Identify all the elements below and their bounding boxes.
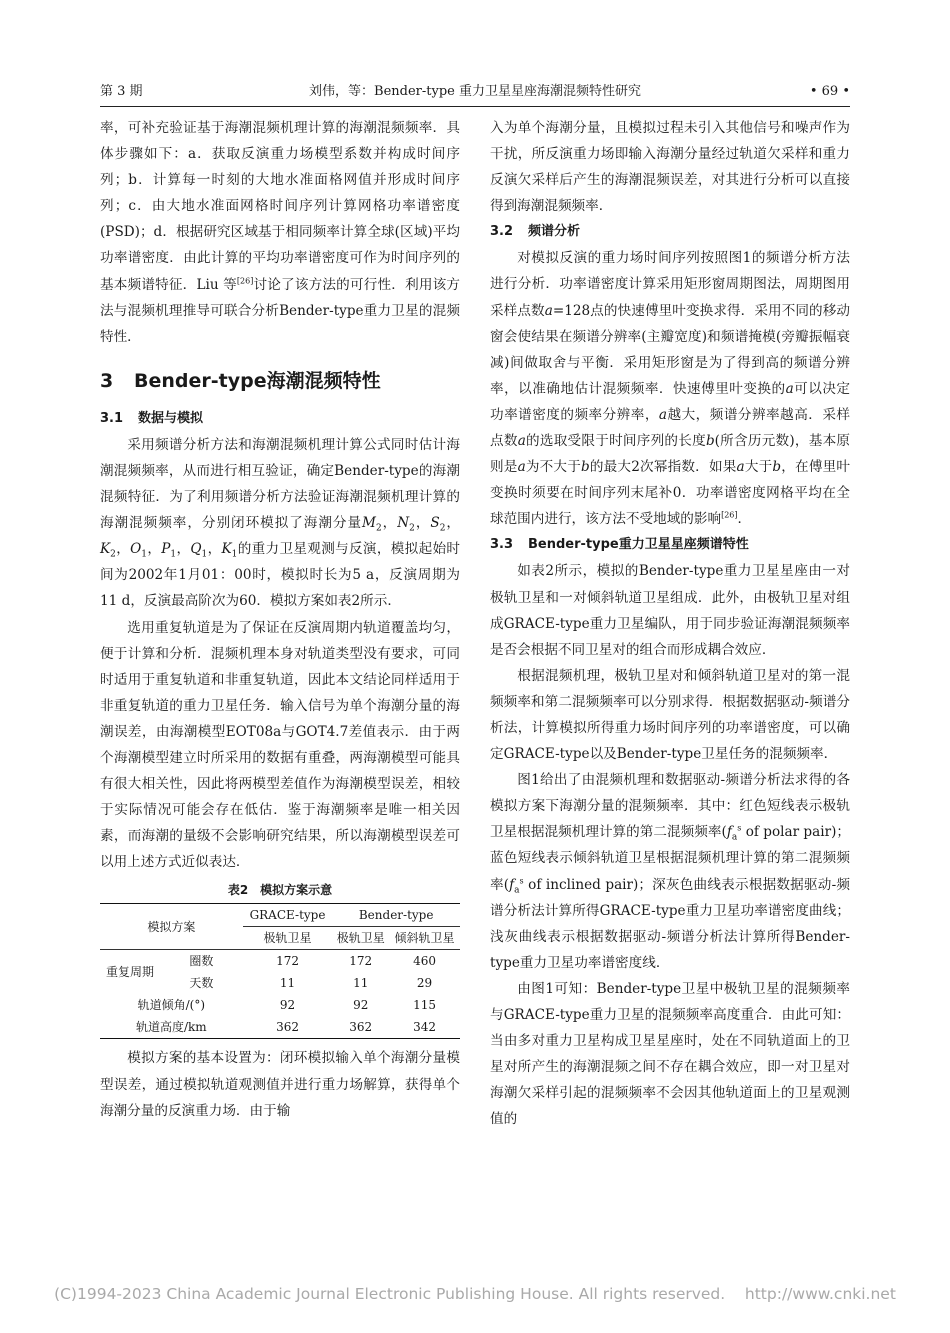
paragraph-data-simulation: 采用频谱分析方法和海潮混频机理计算公式同时估计海潮混频频率，从而进行相互验证，确定Bender-type的海潮混频特征．为了利用频谱分析方法验证海潮混频机理计算的海潮混频频率，分别闭环模拟了海潮分量$M_2$，$N_2$，$S_2$，$K_2$，$O_1$，$P_1$，$Q_1$，$K_1$的重力卫星观测与反演，模拟起始时间为2002年1月01：00时，模拟时长为5 a，反演周期为11 d，反演最高阶次为60．模拟方案如表2所示． <box>100 436 461 610</box>
paragraph-psd-steps: 率，可补充验证基于海潮混频机理计算的海潮混频频率．具体步骤如下：a．获取反演重力场模型系数并构成时间序列；b．计算每一时刻的大地水准面格网值并形成时间序列；c．由大地水准面网格时间序列计算网格功率谱密度(PSD)；d．根据研究区域基于相同频率计算全球(区域)平均功率谱密度．由此计算的平均功率谱密度可作为时间序列的基本频谱特征．Liu 等[26]讨论了该方法的可行性．利用该方法与混频机理推导可联合分析Bender-type重力卫星的混频特性． <box>100 120 461 345</box>
citation[interactable]: [26] <box>721 510 738 520</box>
table-caption: 表2 模拟方案示意 <box>227 883 333 898</box>
paragraph-continued: 入为单个海潮分量，且模拟过程未引入其他信号和噪声作为干扰，所反演重力场即输入海潮分量经过轨道欠采样和重力反演欠采样后产生的海潮混频误差，对其进行分析可以直接得到海潮混频频率． <box>490 120 850 215</box>
table-header-polar-bender: 极轨卫星 <box>332 927 389 950</box>
paragraph-figure-description: 图1给出了由混频机理和数据驱动-频谱分析法求得的各模拟方案下海潮分量的混频频率．其中：红色短线表示极轨卫星根据混频机理计算的第二混频频率($f_a^s$ of polar pair)；蓝色短线表示倾斜轨道卫星根据混频机理计算的第二混频频率($f_a^s$ of inclined pair)；深灰色曲线表示根据数据驱动-频谱分析法计算所得GRACE-type重力卫星功率谱密度曲线；浅灰曲线表示根据数据驱动-频谱分析法计算所得Bender-type重力卫星功率谱密度线． <box>490 772 850 971</box>
subsection-heading-3-3: 3.3 Bender-type重力卫星星座频谱特性 <box>490 537 749 553</box>
paragraph-basic-setup: 模拟方案的基本设置为：闭环模拟输入单个海潮分量模型误差，通过模拟轨道观测值并进行重力场解算，获得单个海潮分量的反演重力场．由于输 <box>100 1050 460 1119</box>
table-row: 天数 11 11 29 <box>189 976 433 991</box>
paragraph-repeat-orbit: 选用重复轨道是为了保证在反演周期内轨道覆盖均匀，便于计算和分析．混频机理本身对轨道类型没有要求，可同时适用于重复轨道和非重复轨道，因此本文结论同样适用于非重复轨道的重力卫星任务．输入信号为单个海潮分量的海潮误差，由海潮模型EOT08a与GOT4.7差值表示．由于两个海潮模型建立时所采用的数据有重叠，两海潮模型可能具有很大相关性，因此将两模型差值作为海潮模型误差，相较于实际情况可能会存在低估．鉴于海潮频率是唯一相关因素，而海潮的量级不会影响研究结果，所以海潮模型误差可以用上述方式近似表达． <box>100 619 460 871</box>
paragraph-conclusion: 由图1可知：Bender-type卫星中极轨卫星的混频频率与GRACE-type重力卫星的混频频率高度重合．由此可知：当由多对重力卫星构成卫星星座时，处在不同轨道面上的卫星对所产生的海潮混频之间不存在耦合效应，即一对卫星对海潮欠采样引起的混频频率不会因其他轨道面上的卫星观测值的 <box>490 980 850 1128</box>
simulation-table <box>100 903 460 1039</box>
table-header-grace: GRACE-type <box>243 904 333 927</box>
paragraph-constellation: 如表2所示，模拟的Bender-type重力卫星星座由一对极轨卫星和一对倾斜轨道卫星组成．此外，由极轨卫星对组成GRACE-type重力卫星编队，用于同步验证海潮混频频率是否会根据不同卫星对的组合而形成耦合效应． <box>490 563 850 658</box>
copyright-footer: (C)1994-2023 China Academic Journal Electronic Publishing House. All rights reserved. http://www.cnki.net <box>54 1285 896 1303</box>
section-heading-3: 3 Bender-type海潮混频特性 <box>100 369 381 392</box>
table-header-bender: Bender-type <box>332 904 460 927</box>
running-title: 刘伟，等：Bender-type 重力卫星星座海潮混频特性研究 <box>309 84 641 99</box>
subsection-heading-3-1: 3.1 数据与模拟 <box>100 410 204 426</box>
subsection-heading-3-2: 3.2 频谱分析 <box>490 224 581 240</box>
right-column <box>490 115 850 1132</box>
paragraph-spectrum-analysis: 对模拟反演的重力场时间序列按照图1的频谱分析方法进行分析．功率谱密度计算采用矩形窗周期图法，周期图用采样点数a=128点的快速傅里叶变换求得．采用不同的移动窗会使结果在频谱分辨率(主瓣宽度)和频谱掩模(旁瓣振幅衰减)间做取舍与平衡．采用矩形窗是为了得到高的频谱分辨率，以准确地估计混频频率．快速傅里叶变换的a可以决定功率谱密度的频率分辨率，a越大，频谱分辨率越高．采样点数a的选取受限于时间序列的长度b(所含历元数)，基本原则是a为不大于b的最大2次幂指数．如果a大于b，在傅里叶变换时须要在时间序列末尾补0．功率谱密度网格平均在全球范围内进行，该方法不受地域的影响[26]． <box>490 250 851 528</box>
table-label-repeat: 重复周期 <box>105 965 154 980</box>
paragraph-aliasing-mechanism: 根据混频机理，极轨卫星对和倾斜轨道卫星对的第一混频频率和第二混频频率可以分别求得．根据数据驱动-频谱分析法，计算模拟所得重力场时间序列的功率谱密度，可以确定GRACE-type以及Bender-type卫星任务的混频频率． <box>490 667 850 763</box>
left-column <box>100 115 460 1124</box>
table-row: 轨道高度/km 362 362 342 <box>100 1016 460 1039</box>
table-header-inclined: 倾斜轨卫星 <box>389 927 460 950</box>
header-rule <box>100 106 850 107</box>
page-number: • 69 • <box>809 84 850 99</box>
issue-number: 第 3 期 <box>100 84 143 99</box>
table-row: 轨道倾角/(°) 92 92 115 <box>137 998 436 1013</box>
table-row: 重复周期 圈数 172 172 460 <box>100 950 460 973</box>
citation[interactable]: [26] <box>236 276 254 286</box>
running-header <box>100 82 850 106</box>
table-header-polar-grace: 极轨卫星 <box>243 927 333 950</box>
table-header-scheme: 模拟方案 <box>100 904 243 950</box>
